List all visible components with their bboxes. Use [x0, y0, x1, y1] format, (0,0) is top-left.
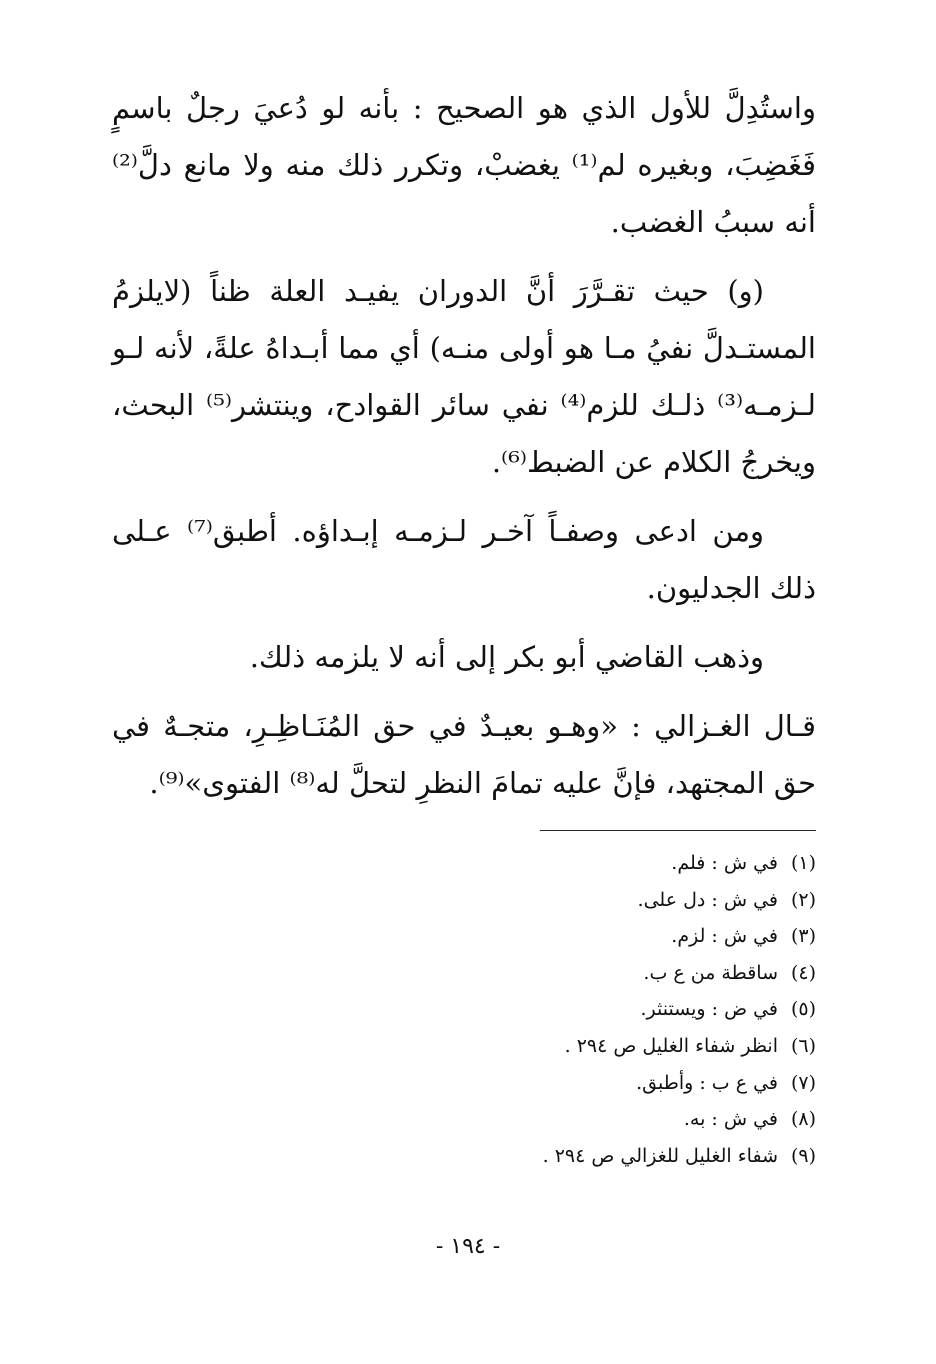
footnote-text: في ش : به.	[683, 1108, 778, 1131]
footnote-item	[112, 845, 816, 882]
footnote-number: (٩)	[790, 1144, 816, 1167]
footnote-text: في ع ب : وأطبق.	[636, 1071, 778, 1094]
footnote-number: (٤)	[790, 961, 816, 984]
footnote-text: في ش : لزم.	[671, 925, 778, 948]
footnote-item	[112, 1101, 816, 1138]
page-number: - ١٩٤ -	[435, 1234, 501, 1259]
footnote-text: ساقطة من ع ب.	[643, 961, 778, 984]
footnote-item	[112, 1065, 816, 1102]
footnote-text: في ض : ويستنثر.	[640, 998, 778, 1021]
page-content	[112, 80, 816, 1174]
footnote-item	[112, 1138, 816, 1175]
footnote-number: (١)	[790, 852, 816, 874]
paragraph-4: وذهب القاضي أبو بكر إلى أنه لا يلزمه ذلك.	[249, 640, 764, 674]
footnote-number: (٧)	[790, 1071, 816, 1094]
paragraph-1: واستُدِلَّ للأول الذي هو الصحيح : بأنه لو دُعيَ رجلٌ باسمٍ فَغَضِبَ، وبغيره لم⁽¹⁾ يغضبْ، وتكرر ذلك منه ولا مانع دلَّ⁽²⁾ أنه سببُ الغضب.	[112, 91, 816, 239]
footnote-number: (٨)	[790, 1108, 816, 1131]
footnote-number: (٣)	[790, 925, 816, 948]
footnote-text: في ش : فلم.	[671, 852, 778, 874]
footnote-item	[112, 918, 816, 955]
footnote-item	[112, 1028, 816, 1065]
footnote-text: في ش : دل على.	[637, 888, 778, 911]
footnote-number: (٥)	[790, 998, 816, 1021]
footnote-item	[112, 882, 816, 919]
paragraph-3: ومن ادعى وصفـاً آخـر لـزمـه إبـداؤه. أطبق⁽⁷⁾ عـلى ذلك الجدليون.	[112, 514, 816, 605]
footnote-text: شفاء الغليل للغزالي ص ٢٩٤ .	[542, 1144, 778, 1167]
footnote-item	[112, 991, 816, 1028]
footnote-number: (٦)	[790, 1034, 816, 1057]
footnotes-list	[112, 845, 816, 1174]
footnote-item	[112, 955, 816, 992]
footnote-text: انظر شفاء الغليل ص ٢٩٤ .	[564, 1034, 778, 1057]
footnote-separator	[540, 830, 816, 831]
paragraph-2: (و) حيث تقـرَّرَ أنَّ الدوران يفيـد العلة ظناً (لايلزمُ المستـدلَّ نفيُ مـا هو أولى منـه) أي مما أبـداهُ علةً، لأنه لـو لـزمـه⁽³⁾ ذلـك للزم⁽⁴⁾ نفي سائر القوادح، وينتشر⁽⁵⁾ البحث، ويخرجُ الكلام عن الضبط⁽⁶⁾.	[112, 274, 816, 479]
paragraph-5: قـال الغـزالي : «وهـو بعيـدٌ في حق المُنَـاظِـرِ، متجـهٌ في حق المجتهد، فإنَّ عليه تمامَ النظرِ لتحلَّ له⁽⁸⁾ الفتوى»⁽⁹⁾.	[112, 709, 816, 800]
footnote-number: (٢)	[790, 888, 816, 911]
